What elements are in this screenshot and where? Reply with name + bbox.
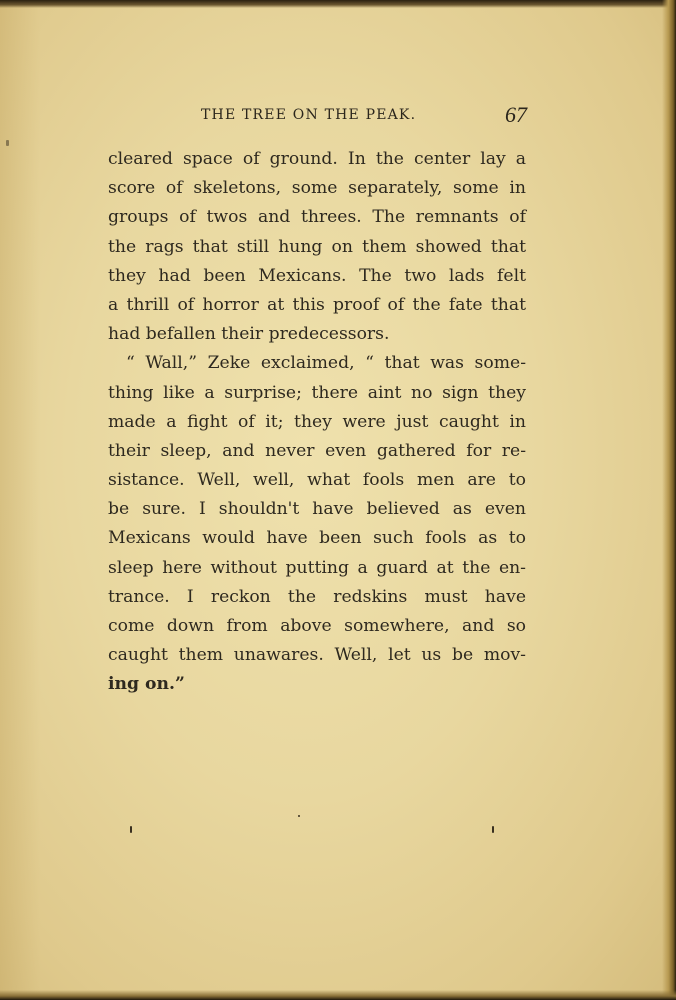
text-line: be sure. I shouldn't have believed as even [108,499,526,520]
text-line: groups of twos and threes. The remnants of [108,207,526,228]
print-speck [298,815,300,817]
text-line: had befallen their predecessors. [108,324,390,345]
top-page-edge [0,0,676,8]
text-line: caught them unawares. Well, let us be mov- [108,645,526,666]
text-line: Mexicans would have been such fools as to [108,528,526,549]
text-line: trance. I reckon the redskins must have [108,586,526,607]
text-line: “ Wall,” Zeke exclaimed, “ that was some- [126,353,526,374]
text-line: made a fight of it; they were just caught in [108,411,526,432]
text-line: sistance. Well, well, what fools men are to [108,470,526,491]
text-line: come down from above somewhere, and so [108,616,526,636]
page-shading [0,0,40,1000]
text-line: score of skeletons, some separately, some in [108,178,526,199]
body-text [108,145,526,700]
bottom-page-edge [0,990,676,1000]
text-line: a thrill of horror at this proof of the fate that [108,294,526,315]
text-line: cleared space of ground. In the center lay a [108,149,526,169]
print-speck [6,140,9,146]
running-head: THE TREE ON THE PEAK. [201,107,417,123]
text-line: their sleep, and never even gathered for re- [108,440,526,461]
text-line: ing on.” [108,674,185,695]
print-speck [492,826,494,833]
print-speck [130,826,132,833]
text-line: thing like a surprise; there aint no sign they [108,382,526,403]
text-line: the rags that still hung on them showed that [108,236,526,257]
page-number: 67 [505,102,527,127]
text-line: they had been Mexicans. The two lads felt [108,265,526,286]
text-line: sleep here without putting a guard at the en- [108,557,526,578]
right-page-edge [662,0,676,1000]
